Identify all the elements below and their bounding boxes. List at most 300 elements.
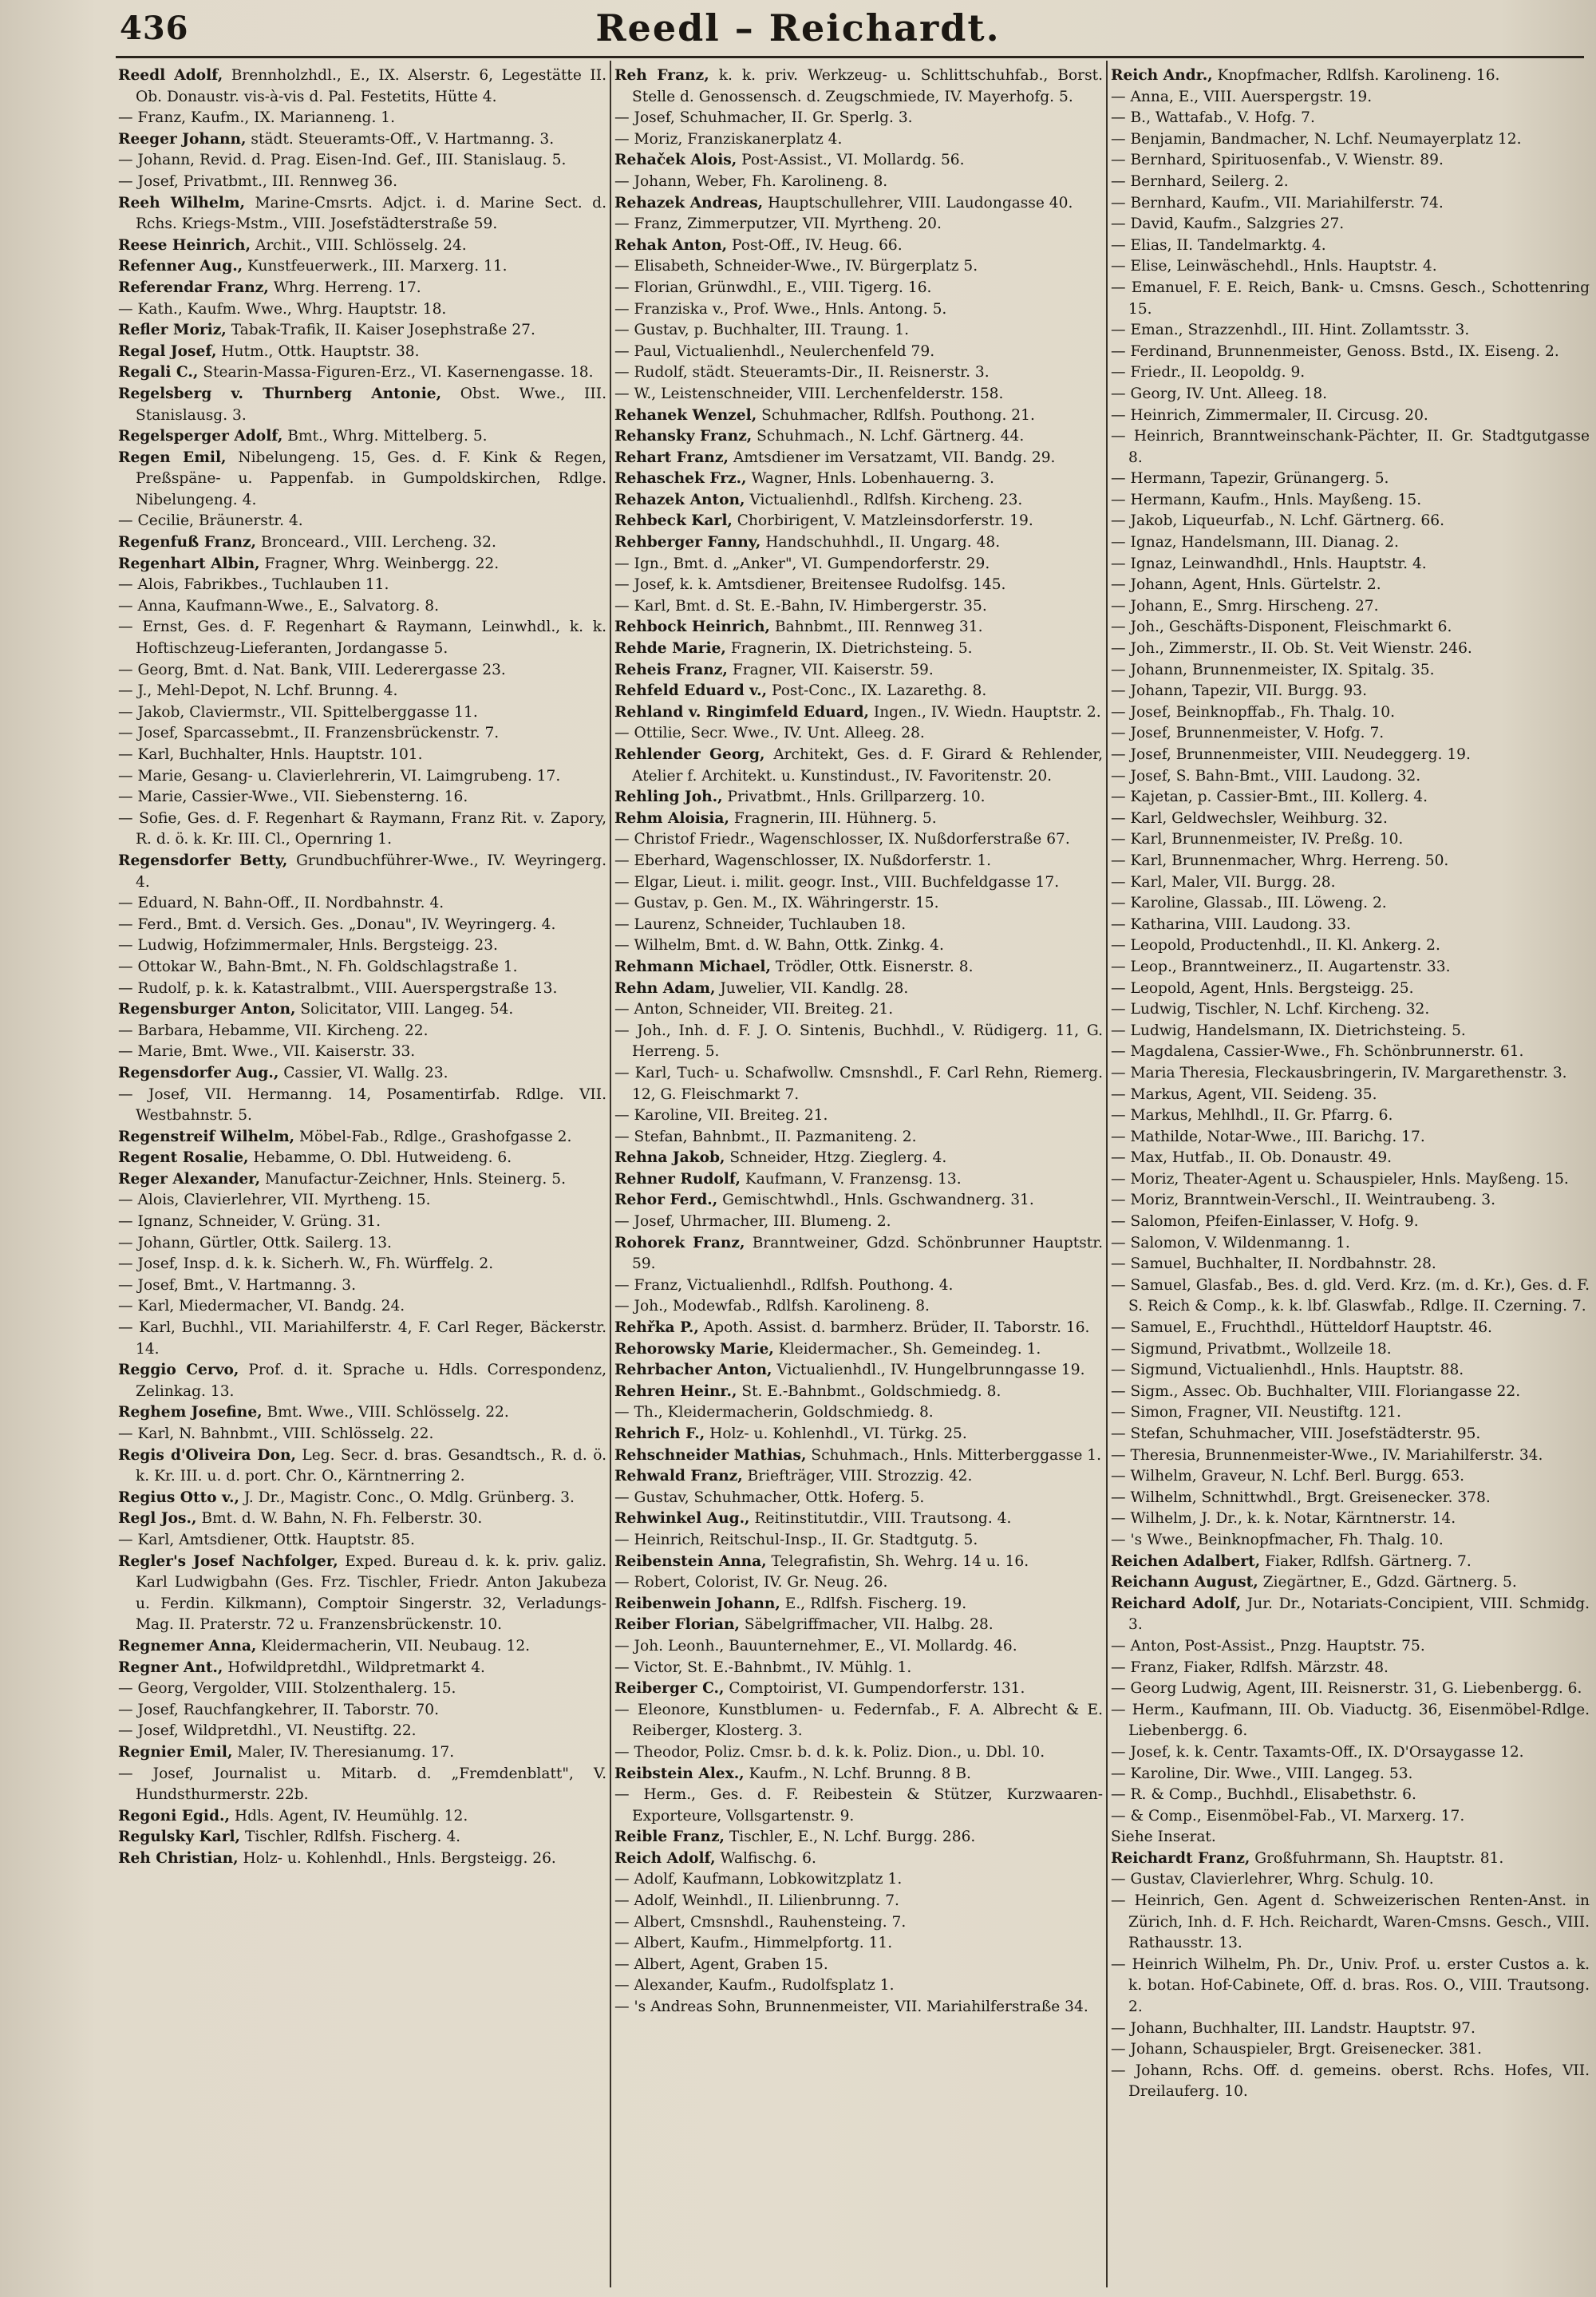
entry-text: — Katharina, VIII. Laudong. 33. [1111,915,1351,933]
entry-text: Nibelungeng. 15, Ges. d. F. Kink & Regen, Preßspäne- u. Pappenfab. in Gumpoldskirchen, Rdlge. Nibelungeng. 4. [136,449,606,508]
entry-surname: Rehart Franz, [614,449,729,466]
entry-text: Apoth. Assist. d. barmherz. Brüder, II. Taborstr. 16. [698,1319,1090,1337]
directory-entry [614,575,1103,596]
directory-entry [1111,1445,1590,1467]
directory-entry [614,1764,1103,1785]
entry-text: — Josef, Insp. d. k. k. Sicherh. W., Fh. Würffelg. 2. [118,1255,494,1273]
directory-entry [1111,851,1590,872]
entry-text: — Bernhard, Seilerg. 2. [1111,172,1289,190]
entry-text: — Josef, Wildpretdhl., VI. Neustiftg. 22. [118,1722,417,1740]
entry-surname: Rehner Rudolf, [614,1170,741,1188]
directory-entry [1111,978,1590,1000]
directory-entry [118,511,606,532]
directory-entry [1111,511,1590,532]
entry-surname: Reichann August, [1111,1574,1258,1591]
directory-entry [1111,129,1590,151]
directory-entry [614,1678,1103,1700]
column-1 [118,65,606,2284]
entry-text: — 's Andreas Sohn, Brunnenmeister, VII. Mariahilferstraße 34. [614,1999,1088,2016]
entry-text: — Heinrich, Branntweinschank-Pächter, II. Gr. Stadtgutgasse 8. [1111,428,1590,466]
entry-text: — Rudolf, p. k. k. Katastralbmt., VIII. Auerspergstraße 13. [118,979,558,997]
directory-entry [614,1785,1103,1827]
directory-entry [614,342,1103,363]
directory-entry [1111,745,1590,766]
directory-entry [1111,575,1590,596]
entry-text: — Alexander, Kaufm., Rudolfsplatz 1. [614,1977,895,1995]
directory-entry [118,193,606,235]
entry-text: — Karoline, VII. Breiteg. 21. [614,1107,828,1125]
entry-text: — Stefan, Schuhmacher, VIII. Josefstädterstr. 95. [1111,1425,1481,1442]
directory-entry [614,193,1103,215]
column-divider [610,61,611,2287]
entry-text: Hauptschullehrer, VIII. Laudongasse 40. [763,194,1073,212]
entry-text: — Alois, Fabrikbes., Tuchlauben 11. [118,576,389,594]
directory-entry [614,1296,1103,1318]
directory-entry [614,384,1103,405]
entry-text: — Gustav, p. Buchhalter, III. Traung. 1. [614,322,910,339]
entry-surname: Rehansky Franz, [614,428,753,445]
directory-entry [118,1360,606,1402]
directory-entry [614,723,1103,745]
entry-text: Bronceard., VIII. Lercheng. 32. [256,534,496,552]
entry-text: — Joh. Leonh., Bauunternehmer, E., VI. Mollardg. 46. [614,1637,1017,1655]
directory-entry [118,299,606,321]
directory-entry [614,1488,1103,1509]
directory-entry [118,681,606,702]
directory-entry [614,1848,1103,1870]
entry-text: Hofwildpretdhl., Wildpretmarkt 4. [223,1659,485,1676]
entry-surname: Reichen Adalbert, [1111,1552,1261,1570]
entry-text: — Markus, Mehlhdl., II. Gr. Pfarrg. 6. [1111,1107,1393,1125]
entry-text: — Johann, Buchhalter, III. Landstr. Hauptstr. 97. [1111,2019,1476,2037]
entry-surname: Rehazek Andreas, [614,194,764,212]
entry-text: — Karl, Brunnenmacher, Whrg. Herreng. 50. [1111,852,1449,869]
directory-entry [1111,362,1590,384]
entry-text: — Joh., Zimmerstr., II. Ob. St. Veit Wienstr. 246. [1111,640,1472,658]
entry-surname: Reedl Adolf, [118,67,223,84]
directory-entry [614,129,1103,151]
entry-text: — Samuel, Buchhalter, II. Nordbahnstr. 28. [1111,1255,1436,1273]
entry-text: — Sofie, Ges. d. F. Regenhart & Raymann, Franz Rit. v. Zapory, R. d. ö. k. Kr. III. Cl., Opernring 1. [118,809,606,848]
entry-text: — Heinrich, Reitschul-Insp., II. Gr. Stadtgutg. 5. [614,1531,978,1548]
entry-text: — Wilhelm, Bmt. d. W. Bahn, Ottk. Zinkg. 4. [614,937,944,955]
directory-entry [118,957,606,978]
directory-entry [1111,1806,1590,1828]
entry-text: — Sigmund, Victualienhdl., Hnls. Hauptstr. 88. [1111,1362,1464,1379]
entry-surname: Regler's Josef Nachfolger, [118,1552,338,1570]
entry-surname: Rehwald Franz, [614,1468,743,1485]
entry-surname: Regali C., [118,364,199,382]
directory-entry [1111,1339,1590,1361]
entry-text: — Josef, Brunnenmeister, V. Hofg. 7. [1111,725,1385,742]
directory-entry [1111,915,1590,936]
directory-entry [118,1169,606,1191]
entry-text: — Rudolf, städt. Steueramts-Dir., II. Reisnerstr. 3. [614,364,990,382]
entry-surname: Reibenwein Johann, [614,1595,780,1612]
entry-text: — Josef, VII. Hermanng. 14, Posamentirfab. Rdlge. VII. Westbahnstr. 5. [118,1085,606,1125]
directory-entry [614,978,1103,1000]
directory-entry [118,1700,606,1722]
entry-text: Kaufmann, V. Franzensg. 13. [740,1170,962,1188]
entry-text: — Markus, Agent, VII. Seideng. 35. [1111,1085,1377,1103]
entry-surname: Rehrich F., [614,1425,705,1442]
entry-text: Großfuhrmann, Sh. Hauptstr. 81. [1250,1849,1504,1867]
entry-text: — David, Kaufm., Salzgries 27. [1111,215,1345,233]
entry-text: Prof. d. it. Sprache u. Hdls. Correspondenz, Zelinkag. 13. [136,1362,606,1400]
entry-text: — Karoline, Glassab., III. Löweng. 2. [1111,895,1387,912]
entry-text: — Eleonore, Kunstblumen- u. Federnfab., F. A. Albrecht & E. Reiberger, Klosterg. 3. [614,1701,1103,1740]
directory-entry [118,915,606,936]
directory-entry [118,660,606,682]
entry-surname: Rehor Ferd., [614,1192,718,1209]
entry-text: — Johann, Agent, Hnls. Gürtelstr. 2. [1111,576,1381,594]
entry-text: Siehe Inserat. [1111,1829,1216,1846]
directory-entry [1111,1424,1590,1445]
entry-text: Hdls. Agent, IV. Heumühlg. 12. [229,1807,468,1825]
header-rule [116,56,1584,58]
entry-text: Victualienhdl., IV. Hungelbrunngasse 19. [772,1362,1085,1379]
directory-entry [614,1445,1103,1467]
entry-text: — Moriz, Franziskanerplatz 4. [614,130,843,148]
directory-entry [1111,1466,1590,1488]
entry-text: k. k. priv. Werkzeug- u. Schlittschuhfab., Borst. Stelle d. Genossensch. d. Zeugschmiede, IV. Mayerhofg. 5. [632,67,1103,105]
directory-entry [614,957,1103,978]
directory-entry [1111,596,1590,618]
entry-text: — Elgar, Lieut. i. milit. geogr. Inst., VIII. Buchfeldgasse 17. [614,873,1060,891]
entry-text: Schuhmach., N. Lchf. Gärtnerg. 44. [752,428,1025,445]
entry-text: — Eduard, N. Bahn-Off., II. Nordbahnstr. 4. [118,895,444,912]
directory-entry [1111,638,1590,660]
entry-text: — Salomon, V. Wildenmanng. 1. [1111,1234,1350,1251]
directory-entry [614,1148,1103,1169]
directory-entry [118,1085,606,1127]
entry-text: Kleidermacher., Sh. Gemeindeg. 1. [773,1340,1041,1358]
entry-surname: Rehm Aloisia, [614,809,729,827]
entry-text: — Ferd., Bmt. d. Versich. Ges. „Donau", IV. Weyringerg. 4. [118,915,556,933]
directory-entry [614,362,1103,384]
entry-text: — Benjamin, Bandmacher, N. Lchf. Neumayerplatz 12. [1111,130,1522,148]
entry-text: — Samuel, Glasfab., Bes. d. gld. Verd. Krz. (m. d. Kr.), Ges. d. F. S. Reich & Comp., k. k. lbf. Glaswfab., Rdlge. II. Czerning. 7. [1111,1276,1590,1315]
directory-entry [1111,405,1590,427]
running-head: Reedl – Reichardt. [595,6,1001,49]
entry-text: Brennholzhdl., E., IX. Alserstr. 6, Legestätte II. Ob. Donaustr. vis-à-vis d. Pal. Festetits, Hütte 4. [136,67,606,105]
entry-text: — Jakob, Liqueurfab., N. Lchf. Gärtnerg. 66. [1111,512,1445,530]
directory-entry [118,723,606,745]
directory-entry [1111,2039,1590,2061]
directory-entry [614,872,1103,894]
directory-entry [1111,150,1590,172]
directory-entry [614,1169,1103,1191]
directory-entry [614,490,1103,512]
entry-text: — Stefan, Bahnbmt., II. Pazmaniteng. 2. [614,1128,917,1145]
entry-surname: Regnemer Anna, [118,1637,257,1655]
entry-text: — Bernhard, Kaufm., VII. Mariahilferstr. 74. [1111,194,1444,212]
directory-entry [614,1933,1103,1955]
entry-text: — Georg Ludwig, Agent, III. Reisnerstr. 31, G. Liebenbergg. 6. [1111,1680,1582,1698]
directory-entry [1111,1530,1590,1552]
directory-entry [118,384,606,426]
directory-entry [1111,723,1590,745]
entry-text: Holz- u. Kohlenhdl., VI. Türkg. 25. [705,1425,967,1442]
entry-text: — Josef, Beinknopffab., Fh. Thalg. 10. [1111,703,1395,721]
directory-entry [614,426,1103,448]
entry-text: — Anton, Schneider, VII. Breiteg. 21. [614,1001,894,1018]
entry-text: — Ottokar W., Bahn-Bmt., N. Fh. Goldschlagstraße 1. [118,958,518,975]
directory-entry [118,575,606,596]
entry-surname: Regenfuß Franz, [118,534,257,552]
entry-text: — Franz, Kaufm., IX. Marianneng. 1. [118,109,396,127]
directory-entry [118,65,606,108]
entry-text: — Leop., Branntweinerz., II. Augartenstr. 33. [1111,958,1451,975]
directory-entry [1111,1042,1590,1063]
directory-entry [614,1594,1103,1615]
entry-surname: Rehmann Michael, [614,958,771,975]
directory-entry [118,1445,606,1488]
directory-entry [614,745,1103,787]
directory-entry [1111,1212,1590,1233]
entry-text: — B., Wattafab., V. Hofg. 7. [1111,109,1315,127]
entry-text: — Ignanz, Schneider, V. Grüng. 31. [118,1213,381,1231]
directory-entry [1111,1508,1590,1530]
entry-text: — Heinrich Wilhelm, Ph. Dr., Univ. Prof. u. erster Custos a. k. k. botan. Hof-Cabinete, Off. d. bras. Ros. O., VIII. Trautsong. 2. [1111,1955,1590,2016]
entry-text: — Marie, Gesang- u. Clavierlehrerin, VI. Laimgrubeng. 17. [118,767,561,785]
entry-text: Bmt. d. W. Bahn, N. Fh. Felberstr. 30. [196,1510,483,1528]
directory-entry [614,660,1103,682]
directory-entry [118,1658,606,1679]
directory-entry [118,1742,606,1764]
directory-entry [614,256,1103,278]
entry-text: Trödler, Ottk. Eisnerstr. 8. [770,958,974,975]
directory-entry [1111,1402,1590,1424]
entry-text: — Florian, Grünwdhl., E., VIII. Tigerg. 16. [614,279,932,296]
entry-text: Hutm., Ottk. Hauptstr. 38. [216,342,420,360]
directory-entry [1111,108,1590,129]
directory-entry [1111,935,1590,957]
directory-entry [1111,702,1590,724]
entry-text: — J., Mehl-Depot, N. Lchf. Brunng. 4. [118,682,398,700]
entry-text: J. Dr., Magistr. Conc., O. Mdlg. Grünberg. 3. [239,1489,575,1506]
entry-text: St. E.-Bahnbmt., Goldschmiedg. 8. [737,1382,1001,1400]
entry-surname: Regal Josef, [118,342,217,360]
entry-text: Möbel-Fab., Rdlge., Grashofgasse 2. [294,1128,572,1145]
entry-text: Schuhmacher, Rdlfsh. Pouthong. 21. [757,406,1035,424]
directory-entry [118,745,606,766]
entry-text: — Gustav, Clavierlehrer, Whrg. Schulg. 10. [1111,1871,1434,1888]
directory-entry [614,554,1103,575]
entry-surname: Regius Otto v., [118,1489,239,1506]
entry-text: Post-Conc., IX. Lazarethg. 8. [767,682,987,700]
entry-surname: Reggio Cervo, [118,1362,239,1379]
directory-entry [1111,1678,1590,1700]
entry-text: — Johann, Brunnenmeister, IX. Spitalg. 35. [1111,661,1435,678]
entry-text: Ziegärtner, E., Gdzd. Gärtnerg. 5. [1258,1574,1517,1591]
directory-entry [118,129,606,151]
directory-entry [118,1764,606,1806]
directory-entry [118,1212,606,1233]
directory-entry [614,1275,1103,1297]
directory-entry [614,1212,1103,1233]
directory-entry [118,448,606,512]
directory-entry [118,256,606,278]
directory-entry [118,1148,606,1169]
entry-text: Jur. Dr., Notariats-Concipient, VIII. Schmidg. 3. [1128,1595,1590,1634]
entry-surname: Reh Christian, [118,1849,239,1867]
directory-entry [118,1530,606,1552]
directory-entry [614,1658,1103,1679]
entry-surname: Rehn Adam, [614,979,716,997]
column-3 [1111,65,1590,2284]
directory-entry [614,935,1103,957]
directory-entry [614,638,1103,660]
entry-text: — Anna, E., VIII. Auerspergstr. 19. [1111,88,1373,105]
entry-text: Grundbuchführer-Wwe., IV. Weyringerg. 4. [136,852,606,891]
entry-text: — Ignaz, Leinwandhdl., Hnls. Hauptstr. 4. [1111,555,1427,572]
entry-surname: Reichard Adolf, [1111,1595,1242,1612]
directory-entry [614,1127,1103,1148]
entry-text: — Sigm., Assec. Ob. Buchhalter, VIII. Floriangasse 22. [1111,1382,1521,1400]
entry-text: — Joh., Geschäfts-Disponent, Fleischmarkt 6. [1111,619,1452,636]
directory-entry [118,235,606,257]
directory-entry [118,278,606,299]
directory-entry [614,1572,1103,1594]
directory-entry [614,1912,1103,1934]
entry-text: — Mathilde, Notar-Wwe., III. Barichg. 17. [1111,1128,1425,1145]
entry-text: — Jakob, Claviermstr., VII. Spittelberggasse 11. [118,703,478,721]
entry-text: — Leopold, Productenhdl., II. Kl. Ankerg. 2. [1111,937,1440,955]
entry-surname: Rehak Anton, [614,236,728,254]
directory-entry [614,1233,1103,1275]
directory-entry [614,1382,1103,1403]
entry-text: Post-Assist., VI. Mollardg. 56. [737,152,965,169]
entry-surname: Reibenstein Anna, [614,1552,767,1570]
entry-surname: Rehde Marie, [614,640,726,658]
directory-entry [1111,1955,1590,2018]
directory-entry [614,1360,1103,1382]
entry-text: Ingen., IV. Wiedn. Hauptstr. 2. [868,703,1101,721]
entry-text: — Eman., Strazzenhdl., III. Hint. Zollamtsstr. 3. [1111,322,1470,339]
entry-text: — Georg, IV. Unt. Alleeg. 18. [1111,385,1328,402]
directory-entry [1111,1636,1590,1658]
entry-text: Wagner, Hnls. Lobenhauerng. 3. [746,470,994,488]
entry-text: — Wilhelm, J. Dr., k. k. Notar, Kärntnerstr. 14. [1111,1510,1456,1528]
directory-entry [1111,256,1590,278]
entry-surname: Reghem Josefine, [118,1404,263,1421]
entry-text: Reitinstitutdir., VIII. Trautsong. 4. [749,1510,1012,1528]
entry-text: — Simon, Fragner, VII. Neustiftg. 121. [1111,1404,1401,1421]
entry-text: Maler, IV. Theresianumg. 17. [232,1743,455,1761]
entry-text: — Ignaz, Handelsmann, III. Dianag. 2. [1111,534,1399,552]
directory-entry [614,1552,1103,1573]
entry-text: — Wilhelm, Schnittwhdl., Brgt. Greisenecker. 378. [1111,1489,1491,1506]
directory-entry [1111,426,1590,468]
directory-entry [1111,1700,1590,1742]
entry-text: — Eberhard, Wagenschlosser, IX. Nußdorferstr. 1. [614,852,992,869]
entry-text: — Paul, Victualienhdl., Neulerchenfeld 79. [614,342,935,360]
entry-text: — Laurenz, Schneider, Tuchlauben 18. [614,915,907,933]
directory-entry [1111,1275,1590,1318]
directory-entry [614,1955,1103,1976]
entry-text: — Josef, Journalist u. Mitarb. d. „Fremdenblatt", V. Hundsthurmerstr. 22b. [118,1765,606,1804]
entry-text: — Ludwig, Handelsmann, IX. Dietrichsteing. 5. [1111,1022,1466,1039]
entry-text: Architekt, Ges. d. F. Girard & Rehlender, Atelier f. Architekt. u. Kunstindust., IV. Favoritenstr. 20. [632,746,1103,785]
directory-entry [614,405,1103,427]
entry-surname: Regner Ant., [118,1659,223,1676]
directory-entry [1111,554,1590,575]
entry-text: Fragnerin, III. Hühnerg. 5. [729,809,937,827]
directory-entry [1111,957,1590,978]
entry-text: — Josef, Bmt., V. Hartmanng. 3. [118,1276,357,1294]
directory-entry [614,1466,1103,1488]
directory-entry [118,362,606,384]
directory-entry [118,1424,606,1445]
directory-entry [118,935,606,957]
entry-surname: Reger Alexander, [118,1170,261,1188]
directory-entry [614,851,1103,872]
entry-surname: Reich Andr., [1111,67,1213,84]
directory-entry [614,214,1103,235]
entry-text: Juwelier, VII. Kandlg. 28. [715,979,909,997]
directory-entry [614,278,1103,299]
entry-text: Branntweiner, Gdzd. Schönbrunner Hauptstr. 59. [632,1234,1103,1273]
directory-entry [1111,766,1590,788]
directory-entry [614,532,1103,554]
directory-entry [118,320,606,342]
entry-text: — Josef, Rauchfangkehrer, II. Taborstr. 70. [118,1701,440,1718]
entry-text: Knopfmacher, Rdlfsh. Karolineng. 16. [1212,67,1500,84]
entry-surname: Regelsberg v. Thurnberg Antonie, [118,385,442,402]
directory-entry [614,999,1103,1021]
entry-text: — Bernhard, Spirituosenfab., V. Wienstr. 89. [1111,152,1444,169]
directory-entry [118,1508,606,1530]
directory-entry [1111,872,1590,894]
entry-text: Marine-Cmsrts. Adjct. i. d. Marine Sect. d. Rchs. Kriegs-Mstm., VIII. Josefstädterstraße 59. [136,194,606,233]
entry-text: — Elise, Leinwäschehdl., Hnls. Hauptstr. 4. [1111,258,1437,275]
directory-entry [1111,1127,1590,1148]
directory-entry [118,596,606,618]
entry-text: — Marie, Cassier-Wwe., VII. Siebensterng. 16. [118,789,468,806]
entry-text: — Emanuel, F. E. Reich, Bank- u. Cmsns. Gesch., Schottenring 15. [1111,279,1590,318]
entry-text: Post-Off., IV. Heug. 66. [727,236,903,254]
entry-surname: Refenner Aug., [118,258,243,275]
directory-entry [118,1827,606,1848]
entry-text: — Adolf, Kaufmann, Lobkowitzplatz 1. [614,1871,903,1888]
entry-text: Victualienhdl., Rdlfsh. Kircheng. 23. [745,491,1023,508]
entry-text: Tischler, Rdlfsh. Fischerg. 4. [240,1829,461,1846]
entry-text: Fiaker, Rdlfsh. Gärtnerg. 7. [1260,1552,1472,1570]
entry-surname: Regoni Egid., [118,1807,230,1825]
entry-text: — Herm., Kaufmann, III. Ob. Viaductg. 36, Eisenmöbel-Rdlge. Liebenbergg. 6. [1111,1701,1590,1740]
entry-surname: Reich Adolf, [614,1849,716,1867]
entry-text: — Johann, Revid. d. Prag. Eisen-Ind. Gef., III. Stanislaug. 5. [118,152,567,169]
directory-entry [614,829,1103,851]
entry-text: Telegrafistin, Sh. Wehrg. 14 u. 16. [766,1552,1029,1570]
directory-entry [118,1233,606,1255]
directory-entry [1111,1552,1590,1573]
entry-text: — Alois, Clavierlehrer, VII. Myrtheng. 15. [118,1192,431,1209]
entry-text: — Karoline, Dir. Wwe., VIII. Langeg. 53. [1111,1765,1413,1782]
entry-surname: Regelsperger Adolf, [118,428,283,445]
entry-surname: Reese Heinrich, [118,236,251,254]
directory-entry [1111,2018,1590,2040]
directory-entry [614,702,1103,724]
directory-entry [118,172,606,193]
entry-text: — Franz, Victualienhdl., Rdlfsh. Pouthong. 4. [614,1276,954,1294]
entry-text: Amtsdiener im Versatzamt, VII. Bandg. 29. [728,449,1056,466]
directory-entry [1111,1848,1590,1870]
entry-text: — Josef, Privatbmt., III. Rennweg 36. [118,172,397,190]
entry-text: — Franz, Fiaker, Rdlfsh. Märzstr. 48. [1111,1659,1389,1676]
entry-text: — Ottilie, Secr. Wwe., IV. Unt. Alleeg. 28. [614,725,925,742]
